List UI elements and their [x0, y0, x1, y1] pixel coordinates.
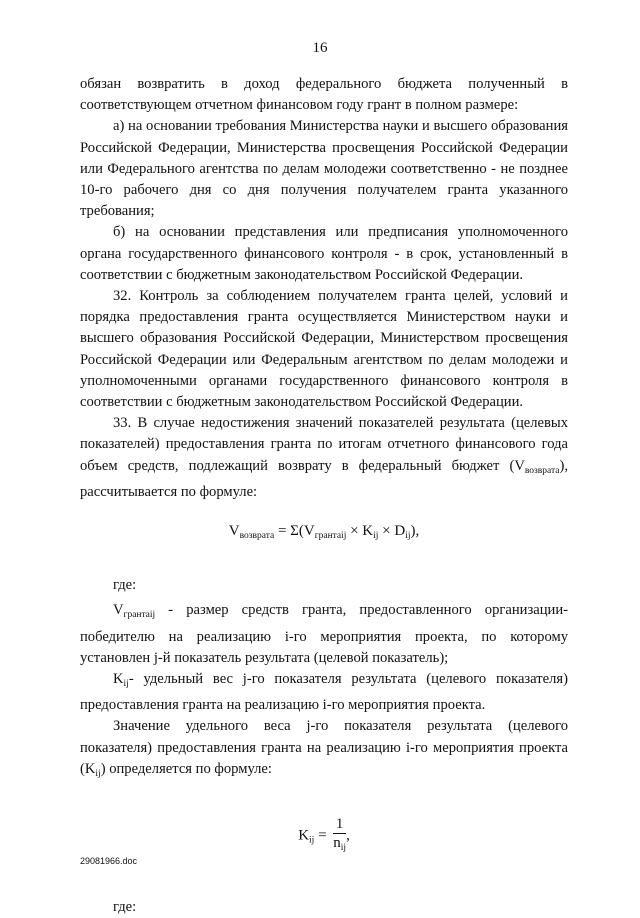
paragraph-33: 33. В случае недостижения значений показателей результата (целевых показателей) предоставления гранта по итогам отчетного финансового года объем средств, подлежащий возврату в федеральный бюджет $(V_{возврата})$, рассчитывается по формуле: — [80, 415, 568, 500]
document-body — [80, 74, 568, 918]
fraction: $\frac{1}{n_{ij}}$ — [333, 816, 347, 854]
document-filename: 29081966.doc — [80, 856, 138, 866]
paragraph-item-b: б) на основании представления или предписания уполномоченного органа государственного финансового контроля - в срок, установленный в соответствии с бюджетным законодательством Российской Федерации. — [80, 224, 568, 283]
definition-v-grant: $V_{грантaij}$ - размер средств гранта, предоставленного организации-победителю на реализацию i-го мероприятия проекта, по которому установлен j-й показатель результата (целевой показатель); — [80, 602, 568, 666]
formula-weight: $K_{ij}$ = $\frac{1}{n_{ij}}$ , — [80, 815, 568, 857]
paragraph-32: 32. Контроль за соблюдением получателем гранта целей, условий и порядка предоставления гранта осуществляется Министерством науки и высшего образования Российской Федерации, Министерством просвещения Российской Федерации или Федеральным агентством по делам молодежи и уполномоченными органами государственного финансового контроля в соответствии с бюджетным законодательством Российской Федерации. — [80, 288, 568, 411]
where-label: где: — [113, 577, 137, 594]
paragraph-item-a: а) на основании требования Министерства науки и высшего образования Российской Федерации, Министерства просвещения Российской Федерации или Федерального агентства по делам молодежи соответственно - не позднее 10-го рабочего дня со дня получения получателем гранта указанного требования; — [80, 118, 568, 220]
paragraph-return-obligation: обязан возвратить в доход федерального бюджета полученный в соответствующем отчетном финансовом году грант в полном размере: — [80, 76, 568, 114]
definition-k-weight: $K_{ij}-$ удельный вес j-го показателя результата (целевого показателя) предоставления гранта на реализацию i-го мероприятия проекта. — [80, 671, 568, 714]
paragraph-weight-value: Значение удельного веса j-го показателя результата (целевого показателя) предоставления гранта на реализацию i-го мероприятия проекта $(K_{ij})$ определяется по формуле: — [80, 718, 568, 779]
where-label-2: где: — [113, 899, 137, 916]
formula-return-volume: $V_{возврата} = \Sigma(V_{грантaij} \times K_{ij} \times D_{ij})$, — [228, 523, 420, 542]
page-number: 16 — [312, 40, 328, 56]
